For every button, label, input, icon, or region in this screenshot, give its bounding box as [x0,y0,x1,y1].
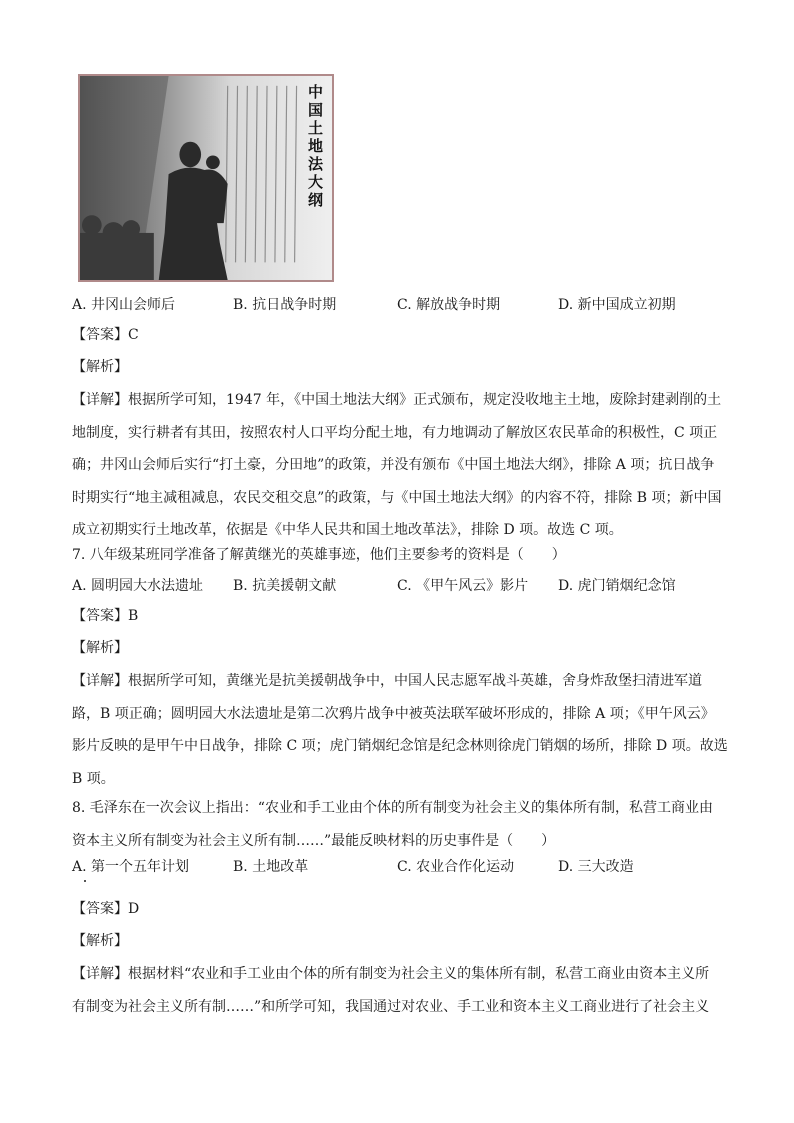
q6-detail-line: 成立初期实行土地改革，依据是《中华人民共和国土地改革法》，排除 D 项。故选 C 项。 [72,522,623,538]
answer-value: B [128,608,139,624]
q8-analysis-label: 【解析】 [72,933,128,949]
q7-option-b: B. 抗美援朝文献 [233,578,337,594]
q8-stem-line: 8. 毛泽东在一次会议上指出：“农业和手工业由个体的所有制变为社会主义的集体所有制，私营工商业由 [72,800,713,816]
q8-option-c: C. 农业合作化运动 [397,859,515,875]
q6-detail [72,384,722,547]
q6-detail-line: 时期实行“地主减租减息，农民交租交息”的政策，与《中国土地法大纲》的内容不符，排除 B 项；新中国 [72,489,722,506]
q7-stem: 7. 八年级某班同学准备了解黄继光的英雄事迹，他们主要参考的资料是（ ） [72,547,566,563]
q7-detail [72,665,728,795]
photo-caption: 中国土地法大纲 [306,84,324,210]
stray-mark [84,880,86,882]
q6-detail-line: 确；井冈山会师后实行“打土豪，分田地”的政策，并没有颁布《中国土地法大纲》，排除 A 项；抗日战争 [72,457,715,473]
q6-option-d: D. 新中国成立初期 [558,297,676,313]
q6-option-b: B. 抗日战争时期 [233,297,337,313]
q8-option-b: B. 土地改革 [233,859,309,875]
q6-option-a: A. 井冈山会师后 [72,297,176,313]
q8-option-d: D. 三大改造 [558,859,634,875]
q7-option-d: D. 虎门销烟纪念馆 [558,578,676,594]
q7-answer [72,605,138,627]
q6-option-c: C. 解放战争时期 [397,297,501,313]
q6-answer [72,324,139,346]
historical-photo [78,74,334,282]
q8-detail-line: 有制变为社会主义所有制……”和所学可知，我国通过对农业、手工业和资本主义工商业进行了社会主义 [72,998,710,1015]
q8-option-a: A. 第一个五年计划 [72,859,190,875]
q7-detail-line: B 项。 [72,770,115,787]
answer-label: 【答案】 [72,901,128,917]
q7-detail-line: 影片反映的是甲午中日战争，排除 C 项；虎门销烟纪念馆是纪念林则徐虎门销烟的场所，排除 D 项。故选 [72,738,728,754]
q7-option-a: A. 圆明园大水法遗址 [72,578,204,594]
q8-stem [72,792,722,857]
q8-detail [72,958,722,1023]
q7-detail-line: 【详解】根据所学可知，黄继光是抗美援朝战争中，中国人民志愿军战斗英雄，舍身炸敌堡扫清进军道 [72,673,702,689]
answer-label: 【答案】 [72,327,128,343]
q8-answer [72,898,139,920]
q8-stem-line: 资本主义所有制变为社会主义所有制……”最能反映材料的历史事件是（ ） [72,832,556,849]
q7-option-c: C. 《甲午风云》影片 [397,578,529,594]
answer-value: C [128,327,139,343]
answer-label: 【答案】 [72,608,128,624]
q7-detail-line: 路，B 项正确；圆明园大水法遗址是第二次鸦片战争中被英法联军破坏形成的，排除 A 项；《甲午风云》 [72,705,715,722]
q6-detail-line: 【详解】根据所学可知，1947 年，《中国土地法大纲》正式颁布，规定没收地主土地，废除封建剥削的土 [72,392,722,408]
answer-value: D [128,901,140,917]
q6-analysis-label: 【解析】 [72,359,128,375]
photo-image [80,76,332,280]
q8-detail-line: 【详解】根据材料“农业和手工业由个体的所有制变为社会主义的集体所有制，私营工商业由资本主义所 [72,966,710,982]
q6-detail-line: 地制度，实行耕者有其田，按照农村人口平均分配土地，有力地调动了解放区农民革命的积极性，C 项正 [72,424,718,441]
q7-analysis-label: 【解析】 [72,640,128,656]
